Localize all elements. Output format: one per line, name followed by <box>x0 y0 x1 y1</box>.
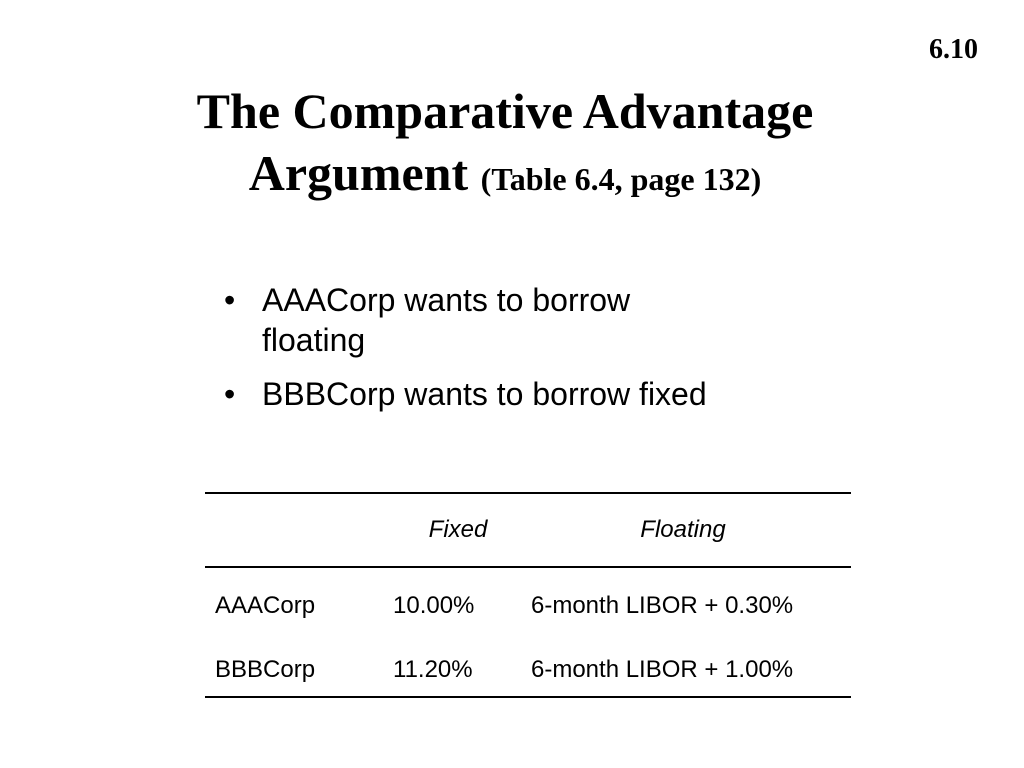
row-company-name: AAACorp <box>215 592 316 619</box>
row-fixed-rate: 10.00% <box>393 592 475 619</box>
borrowing-rates-table <box>205 492 851 698</box>
bullet-marker: • <box>224 376 236 412</box>
bullet-item <box>224 374 732 414</box>
bullet-text: BBBCorp wants to borrow fixed <box>262 376 707 412</box>
row-floating-rate: 6-month LIBOR + 0.30% <box>531 592 794 619</box>
bullet-marker: • <box>224 282 236 318</box>
bullet-item <box>224 280 732 360</box>
row-floating-rate: 6-month LIBOR + 1.00% <box>531 656 794 683</box>
header-cell-fixed: Fixed <box>428 516 488 543</box>
title-reference: (Table 6.4, page 132) <box>480 161 762 197</box>
header-cell-empty <box>205 493 385 567</box>
bullet-text: AAACorp wants to borrow floating <box>262 282 631 358</box>
row-company-name: BBBCorp <box>215 656 316 683</box>
table-row <box>205 644 851 697</box>
title-line-2: Argument <box>248 145 469 201</box>
table-row <box>205 567 851 644</box>
slide-title <box>0 80 1010 210</box>
bullet-list <box>224 280 764 428</box>
title-line-1: The Comparative Advantage <box>196 83 814 139</box>
slide-number: 6.10 <box>929 34 978 65</box>
header-cell-floating: Floating <box>640 516 726 543</box>
row-fixed-rate: 11.20% <box>393 656 473 683</box>
table-header-row <box>205 493 851 567</box>
